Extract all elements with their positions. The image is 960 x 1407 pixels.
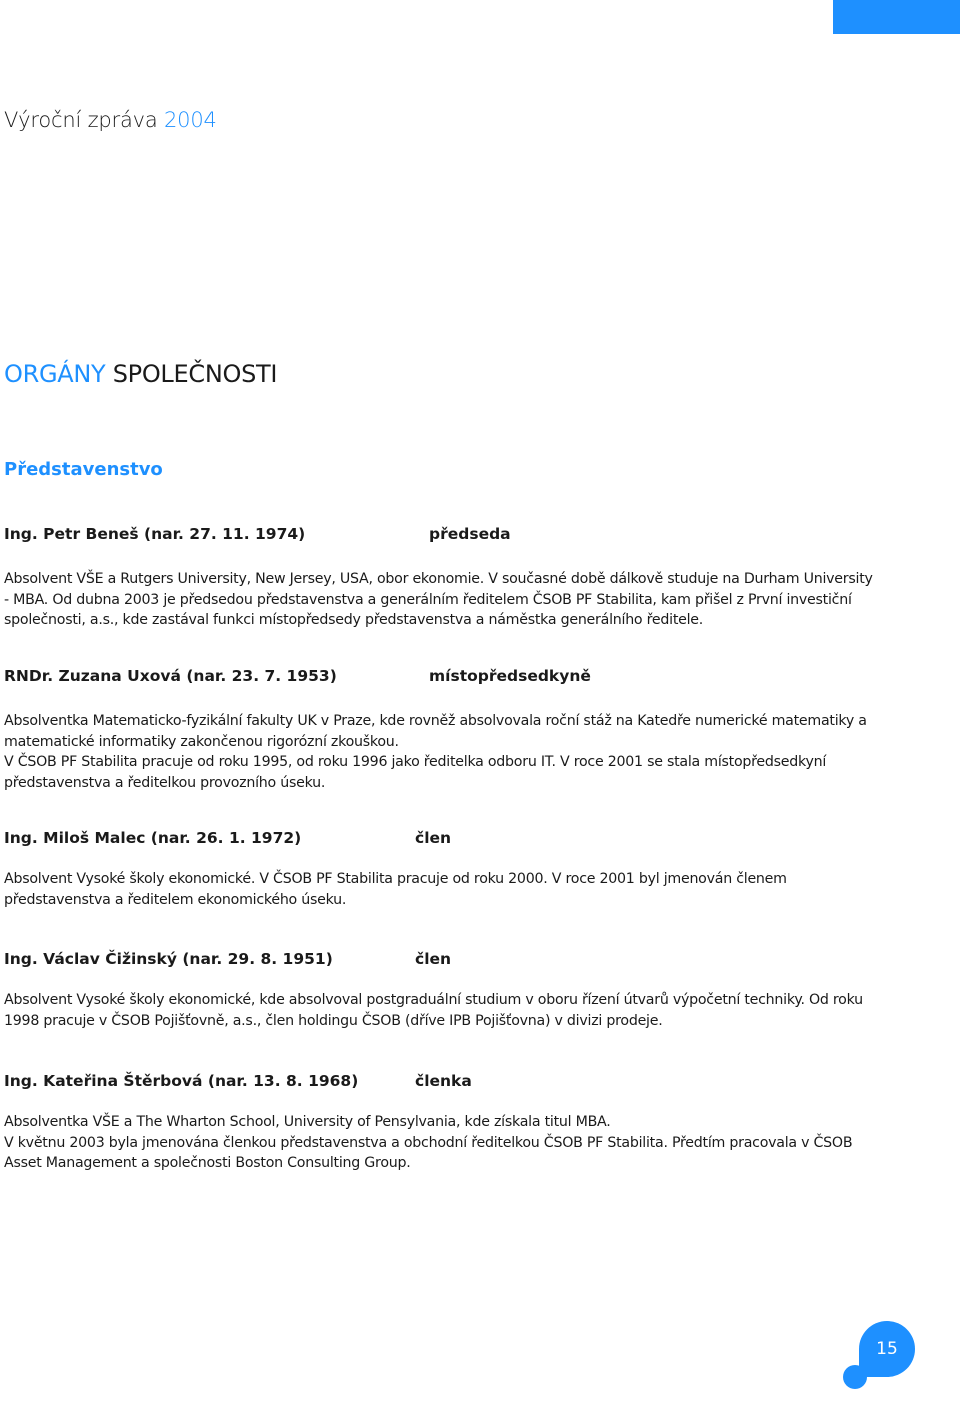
member-block xyxy=(4,950,876,1031)
subsection-heading: Představenstvo xyxy=(4,459,163,480)
member-bio: Absolvent VŠE a Rutgers University, New Jersey, USA, obor ekonomie. V současné době dálkově studuje na Durham University - MBA. Od dubna 2003 je předsedou představenstva a generálním ředitelem ČSOB PF Stabilita, kam přišel z První investiční společnosti, a.s., kde zastával funkci místopředsedy představenstva a náměstka generálního ředitele. xyxy=(4,571,873,628)
member-block xyxy=(4,667,876,793)
member-name: Ing. Miloš Malec (nar. 26. 1. 1972) xyxy=(4,829,302,847)
member-bio: Absolvent Vysoké školy ekonomické, kde absolvoval postgraduální studium v oboru řízení útvarů výpočetní techniky. Od roku 1998 pracuje v ČSOB Pojišťovně, a.s., člen holdingu ČSOB (dříve IPB Pojišťovna) v divizi prodeje. xyxy=(4,992,863,1029)
section-heading xyxy=(4,360,277,388)
member-bio: Absolventka VŠE a The Wharton School, University of Pensylvania, kde získala titul MBA. xyxy=(4,1114,611,1130)
member-header xyxy=(4,525,876,549)
member-bio: V květnu 2003 byla jmenována členkou představenstva a obchodní ředitelkou ČSOB PF Stabilita. Předtím pracovala v ČSOB Asset Management a společnosti Boston Consulting Group. xyxy=(4,1134,853,1171)
member-header xyxy=(4,1072,876,1096)
section-heading-accent: ORGÁNY xyxy=(4,360,106,388)
member-role: předseda xyxy=(429,525,511,543)
member-block xyxy=(4,829,876,910)
member-bio: Absolventka Matematicko-fyzikální fakulty UK v Praze, kde rovněž absolvovala roční stáž na Katedře numerické matematiky a matematické informatiky zakončenou rigorózní zkouškou. xyxy=(4,713,867,750)
report-year: 2004 xyxy=(164,108,217,132)
member-header xyxy=(4,829,876,853)
report-title xyxy=(4,108,217,132)
member-block xyxy=(4,1072,876,1174)
member-role: člen xyxy=(415,829,452,847)
member-role: místopředsedkyně xyxy=(429,667,591,685)
report-title-text: Výroční zpráva xyxy=(4,108,158,132)
member-header xyxy=(4,950,876,974)
member-bio: V ČSOB PF Stabilita pracuje od roku 1995, od roku 1996 jako ředitelka odboru IT. V roce 2001 se stala místopředsedkyní představenstva a ředitelkou provozního úseku. xyxy=(4,754,827,791)
member-name: Ing. Václav Čižinský (nar. 29. 8. 1951) xyxy=(4,950,333,968)
member-name: RNDr. Zuzana Uxová (nar. 23. 7. 1953) xyxy=(4,667,337,685)
corner-decoration xyxy=(833,0,960,34)
page-number: 15 xyxy=(859,1321,915,1377)
member-role: člen xyxy=(415,950,452,968)
member-name: Ing. Kateřina Štěrbová (nar. 13. 8. 1968) xyxy=(4,1072,359,1090)
member-bio: Absolvent Vysoké školy ekonomické. V ČSOB PF Stabilita pracuje od roku 2000. V roce 2001 byl jmenován členem představenstva a ředitelem ekonomického úseku. xyxy=(4,871,787,908)
member-header xyxy=(4,667,876,691)
member-block xyxy=(4,525,876,631)
member-name: Ing. Petr Beneš (nar. 27. 11. 1974) xyxy=(4,525,306,543)
member-role: členka xyxy=(415,1072,472,1090)
section-heading-rest: SPOLEČNOSTI xyxy=(105,360,278,388)
